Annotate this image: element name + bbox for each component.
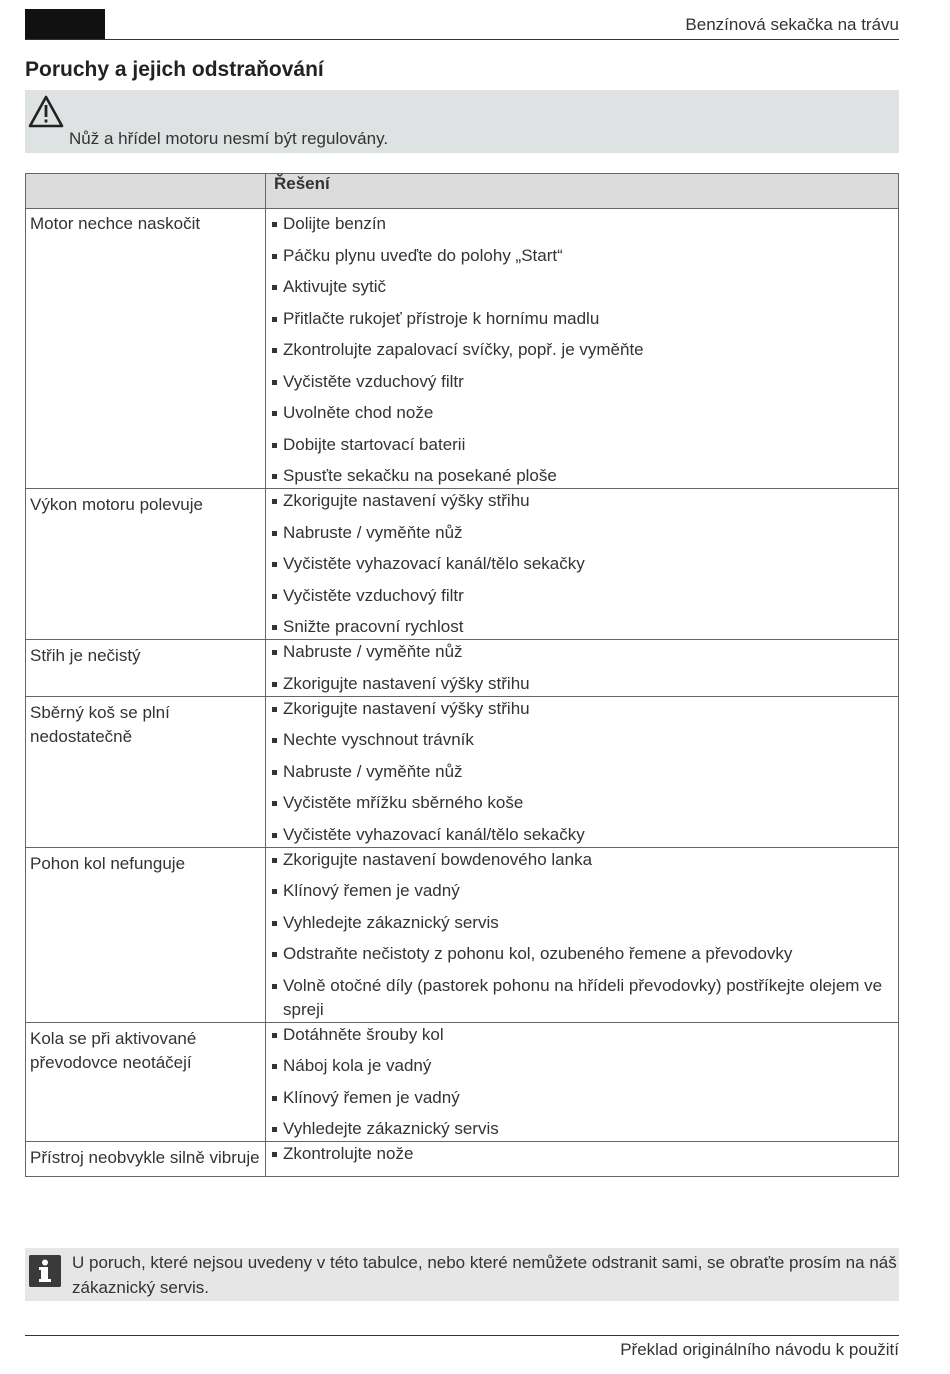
footer-divider [25,1335,899,1336]
header-cell-solution: Řešení [266,174,899,209]
solution-item: Přitlačte rukojeť přístroje k hornímu madlu [270,307,890,331]
fault-cell: Motor nechce naskočit [26,209,266,489]
solution-item: Vyčistěte vzduchový filtr [270,584,890,608]
solution-item: Nabruste / vyměňte nůž [270,521,890,545]
solution-list [270,1023,890,1142]
fault-cell: Střih je nečistý [26,640,266,697]
solution-item: Zkontrolujte nože [270,1142,890,1166]
solution-list [270,697,890,847]
solution-cell [266,489,899,640]
fault-cell: Kola se při aktivované převodovce neotáčejí [26,1022,266,1142]
table-row [26,489,899,640]
solution-list [270,640,890,696]
solution-cell [266,696,899,847]
warning-text: Nůž a hřídel motoru nesmí být regulovány. [69,129,389,148]
info-text: U poruch, které nejsou uvedeny v této tabulce, nebo které nemůžete odstranit sami, se obraťte prosím na náš zákaznický servis. [72,1253,897,1297]
table-row [26,640,899,697]
fault-cell: Pohon kol nefunguje [26,847,266,1022]
solution-item: Zkorigujte nastavení výšky střihu [270,672,890,696]
fault-cell: Přístroj neobvykle silně vibruje [26,1142,266,1177]
info-icon [29,1255,61,1287]
page-title: Poruchy a jejich odstraňování [25,58,324,81]
solution-item: Klínový řemen je vadný [270,1086,890,1110]
solution-item: Snižte pracovní rychlost [270,615,890,639]
table-row [26,209,899,489]
solution-item: Vyhledejte zákaznický servis [270,1117,890,1141]
fault-cell: Výkon motoru polevuje [26,489,266,640]
solution-cell [266,1142,899,1177]
solution-list [270,1142,890,1166]
troubleshooting-table [25,173,899,1177]
solution-cell [266,640,899,697]
solution-item: Vyhledejte zákaznický servis [270,911,890,935]
solution-item: Aktivujte sytič [270,275,890,299]
solution-cell [266,209,899,489]
solution-item: Klínový řemen je vadný [270,879,890,903]
solution-item: Dotáhněte šrouby kol [270,1023,890,1047]
solution-item: Odstraňte nečistoty z pohonu kol, ozubeného řemene a převodovky [270,942,890,966]
solution-item: Spusťte sekačku na posekané ploše [270,464,890,488]
solution-list [270,489,890,639]
fault-cell: Sběrný koš se plní nedostatečně [26,696,266,847]
table-row [26,696,899,847]
solution-cell [266,1022,899,1142]
header-black-bar [25,9,105,40]
solution-item: Dobijte startovací baterii [270,433,890,457]
table-row [26,1142,899,1177]
header-cell-fault [26,174,266,209]
solution-item: Zkontrolujte zapalovací svíčky, popř. je vyměňte [270,338,890,362]
solution-item: Zkorigujte nastavení výšky střihu [270,697,890,721]
warning-triangle-icon [28,95,64,129]
solution-list [270,848,890,1022]
footer-text: Překlad originálního návodu k použití [620,1340,899,1359]
header-divider [25,39,899,40]
solution-item: Nabruste / vyměňte nůž [270,640,890,664]
solution-list [270,212,890,488]
solution-item: Vyčistěte vyhazovací kanál/tělo sekačky [270,552,890,576]
solution-item: Vyčistěte vyhazovací kanál/tělo sekačky [270,823,890,847]
solution-item: Volně otočné díly (pastorek pohonu na hřídeli převodovky) postříkejte olejem ve spreji [270,974,890,1022]
solution-cell [266,847,899,1022]
table-row [26,1022,899,1142]
solution-item: Vyčistěte mřížku sběrného koše [270,791,890,815]
solution-item: Uvolněte chod nože [270,401,890,425]
warning-box [25,90,899,153]
info-box [25,1248,899,1301]
solution-item: Zkorigujte nastavení výšky střihu [270,489,890,513]
solution-item: Vyčistěte vzduchový filtr [270,370,890,394]
solution-item: Zkorigujte nastavení bowdenového lanka [270,848,890,872]
table-header-row [26,174,899,209]
solution-item: Náboj kola je vadný [270,1054,890,1078]
solution-item: Dolijte benzín [270,212,890,236]
solution-item: Nabruste / vyměňte nůž [270,760,890,784]
solution-item: Nechte vyschnout trávník [270,728,890,752]
solution-item: Páčku plynu uveďte do polohy „Start“ [270,244,890,268]
table-row [26,847,899,1022]
header-title: Benzínová sekačka na trávu [685,15,899,34]
